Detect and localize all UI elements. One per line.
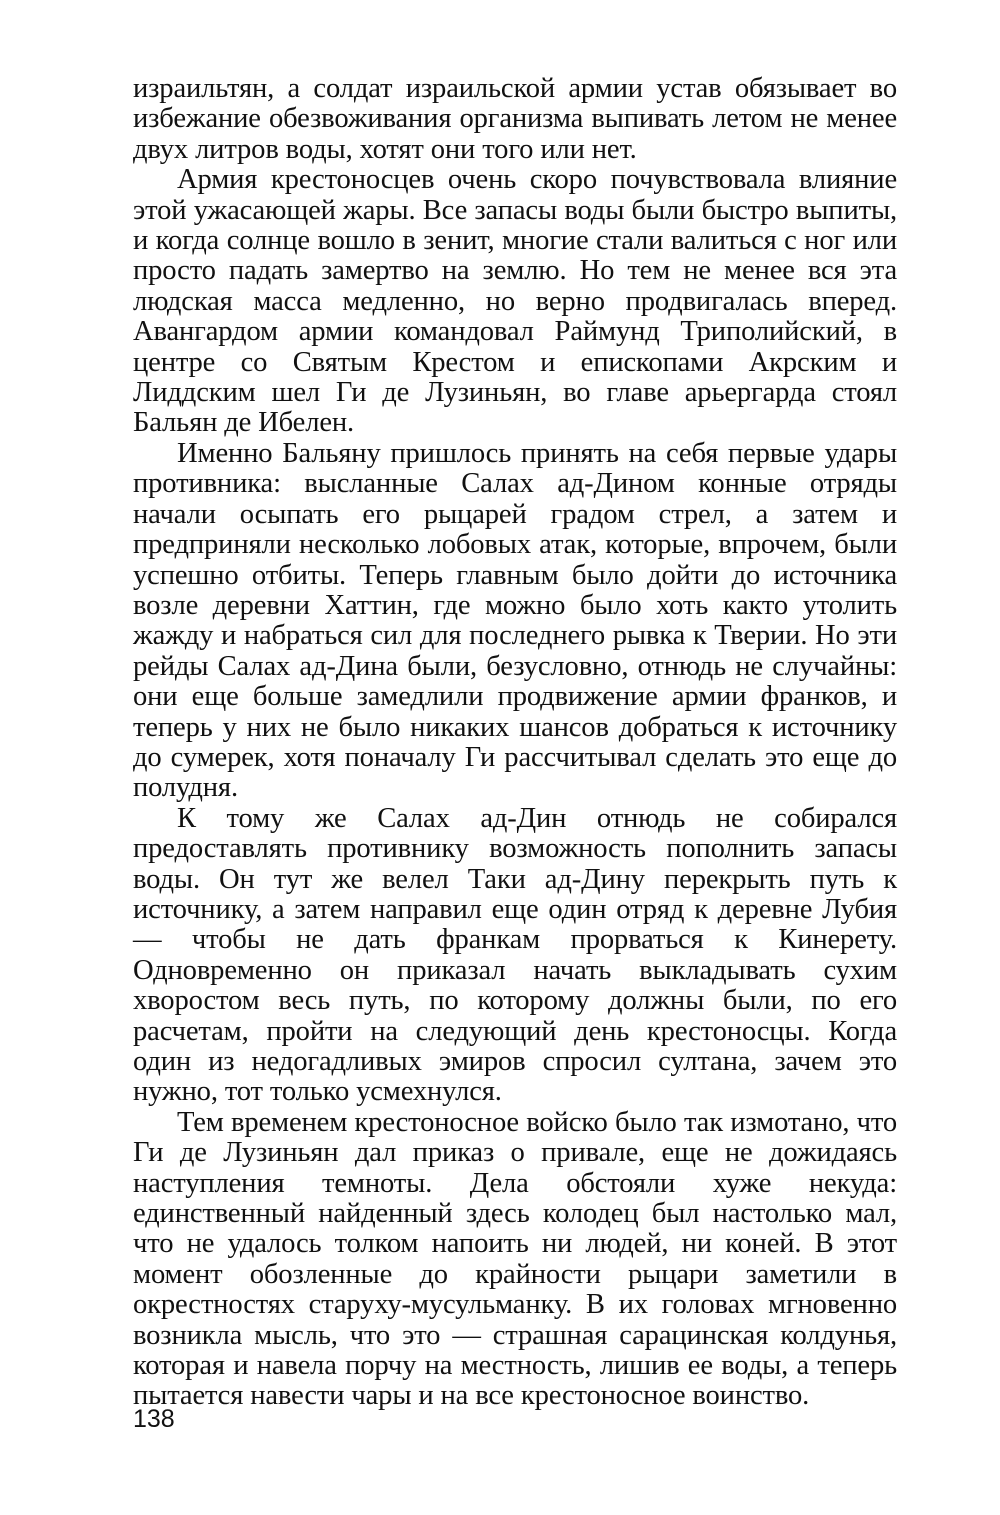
paragraph-2: Армия крестоносцев очень скоро почувствовала влияние этой ужасающей жары. Все запасы воды были быстро выпиты, и когда солнце вошло в зенит, многие стали валиться с ног или просто падать замертво на землю. Но тем не менее вся эта людская масса медленно, но верно продвигалась вперед. Авангардом армии командовал Раймунд Триполийский, в центре со Святым Крестом и епископами Акрским и Лиддским шел Ги де Лузиньян, во главе арьергарда стоял Бальян де Ибелен. — [133, 164, 897, 439]
paragraph-4: К тому же Салах ад-Дин отнюдь не собирался предоставлять противнику возможность пополнить запасы воды. Он тут же велел Таки ад-Дину перекрыть путь к источнику, а затем направил еще один отряд к деревне Лубия — чтобы не дать франкам прорваться к Кинерету. Одновременно он приказал начать выкладывать сухим хворостом весь путь, по которому должны были, по его расчетам, пройти на следующий день крестоносцы. Когда один из недогадливых эмиров спросил султана, зачем это нужно, тот только усмехнулся. — [133, 802, 897, 1108]
page-body — [133, 74, 897, 1412]
paragraph-3: Именно Бальяну пришлось принять на себя первые удары противника: высланные Салах ад-Дином конные отряды начали осыпать его рыцарей градом стрел, а затем и предприняли несколько лобовых атак, которые, впрочем, были успешно отбиты. Теперь главным было дойти до источника возле деревни Хаттин, где можно было хоть както утолить жажду и набраться сил для последнего рывка к Тверии. Но эти рейды Салах ад-Дина были, безусловно, отнюдь не случайны: они еще больше замедлили продвижение армии франков, и теперь у них не было никаких шансов добраться к источнику до сумерек, хотя поначалу Ги рассчитывал сделать это еще до полудня. — [133, 437, 897, 804]
paragraph-1: израильтян, а солдат израильской армии устав обязывает во избежание обезвоживания организма выпивать летом не менее двух литров воды, хотят они того или нет. — [133, 73, 897, 165]
page-number: 138 — [133, 1405, 175, 1433]
paragraph-5: Тем временем крестоносное войско было так измотано, что Ги де Лузиньян дал приказ о привале, еще не дожидаясь наступления темноты. Дела обстояли хуже некуда: единственный найденный здесь колодец был настолько мал, что не удалось толком напоить ни людей, ни коней. В этот момент обозленные до крайности рыцари заметили в окрестностях старуху-мусульманку. В их головах мгновенно возникла мысль, что это — страшная сарацинская колдунья, которая и навела порчу на местность, лишив ее воды, а теперь пытается навести чары и на все крестоносное воинство. — [133, 1106, 897, 1412]
